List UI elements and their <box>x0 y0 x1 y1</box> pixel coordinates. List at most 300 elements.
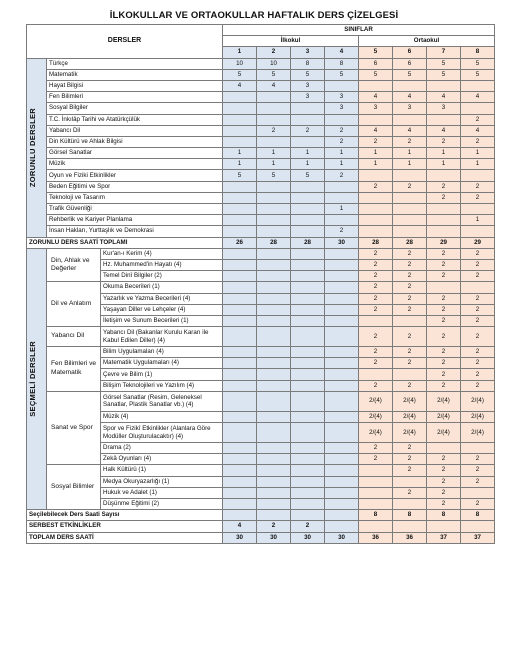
row-label: SERBEST ETKİNLİKLER <box>27 521 223 532</box>
value-cell <box>359 80 393 91</box>
value-cell: 5 <box>461 58 495 69</box>
value-cell: 2/(4) <box>461 423 495 443</box>
value-cell: 2 <box>393 136 427 147</box>
course-group-label: Fen Bilimleri ve Matematik <box>47 347 101 392</box>
value-cell <box>257 136 291 147</box>
header-siniflar: SINIFLAR <box>223 25 495 36</box>
table-row <box>27 391 495 411</box>
table-row <box>27 69 495 80</box>
value-cell <box>257 476 291 487</box>
zorunlu-section-label <box>27 58 47 237</box>
value-cell <box>223 304 257 315</box>
course-name: Türkçe <box>47 58 223 69</box>
value-cell: 1 <box>325 159 359 170</box>
value-cell: 2/(4) <box>393 423 427 443</box>
value-cell <box>359 170 393 181</box>
value-cell: 6 <box>393 58 427 69</box>
value-cell: 1 <box>461 148 495 159</box>
value-cell <box>325 391 359 411</box>
value-cell: 1 <box>359 148 393 159</box>
value-cell <box>257 423 291 443</box>
value-cell: 2 <box>359 248 393 259</box>
value-cell <box>257 391 291 411</box>
value-cell: 2 <box>325 226 359 237</box>
value-cell: 1 <box>257 159 291 170</box>
value-cell <box>291 204 325 215</box>
value-cell: 2 <box>393 487 427 498</box>
value-cell: 2 <box>393 293 427 304</box>
value-cell: 1 <box>427 159 461 170</box>
value-cell: 2 <box>427 136 461 147</box>
grade-header-cell: 4 <box>325 47 359 58</box>
table-row <box>27 248 495 259</box>
value-cell: 5 <box>291 69 325 80</box>
value-cell: 2 <box>257 521 291 532</box>
value-cell: 2 <box>393 304 427 315</box>
value-cell: 2/(4) <box>359 423 393 443</box>
value-cell: 1 <box>257 148 291 159</box>
value-cell: 1 <box>393 148 427 159</box>
value-cell <box>461 170 495 181</box>
course-name: Kur'an-ı Kerim (4) <box>101 248 223 259</box>
value-cell <box>223 411 257 422</box>
value-cell: 2 <box>461 454 495 465</box>
value-cell <box>257 380 291 391</box>
value-cell <box>427 215 461 226</box>
value-cell <box>427 204 461 215</box>
value-cell: 2 <box>393 454 427 465</box>
value-cell: 2 <box>461 369 495 380</box>
value-cell <box>291 411 325 422</box>
value-cell <box>257 465 291 476</box>
value-cell <box>393 114 427 125</box>
value-cell: 2 <box>427 181 461 192</box>
value-cell: 2 <box>359 181 393 192</box>
value-cell <box>325 248 359 259</box>
value-cell: 8 <box>461 510 495 521</box>
table-row <box>27 125 495 136</box>
value-cell <box>291 510 325 521</box>
value-cell <box>291 215 325 226</box>
value-cell: 2 <box>427 304 461 315</box>
value-cell: 3 <box>427 103 461 114</box>
value-cell: 5 <box>223 69 257 80</box>
course-name: İletişim ve Sunum Becerileri (1) <box>101 315 223 326</box>
value-cell <box>461 282 495 293</box>
value-cell: 2/(4) <box>359 411 393 422</box>
grade-header-cell: 7 <box>427 47 461 58</box>
value-cell <box>393 215 427 226</box>
value-cell <box>359 226 393 237</box>
value-cell <box>359 465 393 476</box>
value-cell: 2 <box>359 347 393 358</box>
value-cell <box>461 204 495 215</box>
value-cell <box>325 423 359 443</box>
value-cell: 10 <box>257 58 291 69</box>
value-cell <box>291 358 325 369</box>
value-cell <box>291 181 325 192</box>
value-cell: 30 <box>291 532 325 543</box>
schedule-table <box>26 24 495 544</box>
value-cell: 2 <box>359 327 393 347</box>
course-name: Hayat Bilgisi <box>47 80 223 91</box>
value-cell <box>257 192 291 203</box>
value-cell <box>223 259 257 270</box>
course-name: Matematik <box>47 69 223 80</box>
grade-header-cell: 6 <box>393 47 427 58</box>
value-cell <box>291 327 325 347</box>
value-cell: 2 <box>325 136 359 147</box>
value-cell: 2 <box>359 380 393 391</box>
value-cell <box>291 498 325 509</box>
value-cell <box>257 259 291 270</box>
value-cell: 28 <box>359 237 393 248</box>
value-cell <box>325 498 359 509</box>
value-cell <box>359 521 393 532</box>
course-name: Yaşayan Diller ve Lehçeler (4) <box>101 304 223 315</box>
value-cell: 6 <box>359 58 393 69</box>
value-cell <box>393 192 427 203</box>
course-name: İnsan Hakları, Yurttaşlık ve Demokrasi <box>47 226 223 237</box>
value-cell <box>427 170 461 181</box>
value-cell: 1 <box>325 148 359 159</box>
course-name: T.C. İnkılâp Tarihi ve Atatürkçülük <box>47 114 223 125</box>
grade-header-cell: 2 <box>257 47 291 58</box>
value-cell: 3 <box>291 92 325 103</box>
value-cell <box>223 282 257 293</box>
value-cell: 4 <box>359 125 393 136</box>
table-row <box>27 226 495 237</box>
grade-header-cell: 5 <box>359 47 393 58</box>
value-cell: 2 <box>461 271 495 282</box>
value-cell: 2 <box>461 358 495 369</box>
value-cell: 2 <box>427 487 461 498</box>
value-cell <box>325 411 359 422</box>
value-cell: 2 <box>325 170 359 181</box>
value-cell <box>427 226 461 237</box>
value-cell: 2 <box>393 259 427 270</box>
value-cell: 26 <box>223 237 257 248</box>
value-cell: 2 <box>359 259 393 270</box>
value-cell: 1 <box>223 148 257 159</box>
table-row <box>27 114 495 125</box>
table-row <box>27 192 495 203</box>
value-cell: 2/(4) <box>461 411 495 422</box>
value-cell: 5 <box>223 170 257 181</box>
value-cell: 2 <box>461 476 495 487</box>
course-name: Bilim Uygulamaları (4) <box>101 347 223 358</box>
value-cell <box>257 347 291 358</box>
value-cell: 1 <box>461 159 495 170</box>
value-cell <box>325 347 359 358</box>
value-cell <box>393 80 427 91</box>
value-cell <box>257 369 291 380</box>
course-name: Rehberlik ve Kariyer Planlama <box>47 215 223 226</box>
course-name: Çevre ve Bilim (1) <box>101 369 223 380</box>
value-cell: 2 <box>461 259 495 270</box>
value-cell <box>325 510 359 521</box>
value-cell: 2/(4) <box>393 391 427 411</box>
value-cell <box>223 498 257 509</box>
value-cell <box>223 391 257 411</box>
value-cell <box>325 181 359 192</box>
value-cell <box>291 226 325 237</box>
value-cell: 2 <box>325 125 359 136</box>
value-cell <box>223 487 257 498</box>
table-row <box>27 215 495 226</box>
secmeli-section-text: SEÇMELİ DERSLER <box>28 341 37 417</box>
value-cell: 1 <box>393 159 427 170</box>
value-cell: 36 <box>393 532 427 543</box>
value-cell: 2 <box>393 327 427 347</box>
value-cell <box>257 204 291 215</box>
course-name: Drama (2) <box>101 443 223 454</box>
value-cell: 4 <box>427 125 461 136</box>
value-cell: 2 <box>461 114 495 125</box>
value-cell: 2 <box>359 271 393 282</box>
value-cell <box>257 92 291 103</box>
value-cell: 2 <box>427 248 461 259</box>
value-cell <box>325 215 359 226</box>
value-cell: 1 <box>461 215 495 226</box>
value-cell: 5 <box>291 170 325 181</box>
value-cell <box>291 423 325 443</box>
value-cell <box>291 391 325 411</box>
value-cell <box>461 443 495 454</box>
course-name: Trafik Güvenliği <box>47 204 223 215</box>
value-cell <box>393 369 427 380</box>
value-cell: 2 <box>461 465 495 476</box>
value-cell <box>257 114 291 125</box>
value-cell: 2 <box>427 315 461 326</box>
course-name: Düşünme Eğitimi (2) <box>101 498 223 509</box>
table-row <box>27 327 495 347</box>
grade-header-cell: 1 <box>223 47 257 58</box>
value-cell <box>325 80 359 91</box>
value-cell <box>291 114 325 125</box>
value-cell <box>291 248 325 259</box>
value-cell: 4 <box>223 521 257 532</box>
value-cell <box>223 380 257 391</box>
value-cell: 8 <box>427 510 461 521</box>
value-cell <box>223 114 257 125</box>
value-cell: 2 <box>393 465 427 476</box>
value-cell <box>461 80 495 91</box>
value-cell <box>359 369 393 380</box>
value-cell <box>223 293 257 304</box>
value-cell: 29 <box>427 237 461 248</box>
value-cell <box>223 347 257 358</box>
value-cell: 2 <box>257 125 291 136</box>
value-cell: 8 <box>291 58 325 69</box>
course-name: Yabancı Dil (Bakanlar Kurulu Kararı ile Kabul Edilen Diller) (4) <box>101 327 223 347</box>
value-cell <box>325 521 359 532</box>
value-cell <box>223 510 257 521</box>
course-name: Fen Bilimleri <box>47 92 223 103</box>
value-cell <box>393 476 427 487</box>
value-cell: 2 <box>461 136 495 147</box>
course-group-label: Sosyal Bilimler <box>47 465 101 510</box>
value-cell <box>223 215 257 226</box>
value-cell <box>325 315 359 326</box>
value-cell: 4 <box>427 92 461 103</box>
value-cell <box>291 136 325 147</box>
value-cell <box>257 443 291 454</box>
value-cell <box>325 259 359 270</box>
value-cell: 2/(4) <box>427 391 461 411</box>
value-cell <box>325 304 359 315</box>
value-cell <box>223 358 257 369</box>
value-cell: 2 <box>427 259 461 270</box>
course-name: Zekâ Oyunları (4) <box>101 454 223 465</box>
course-name: Beden Eğitimi ve Spor <box>47 181 223 192</box>
value-cell: 2 <box>427 293 461 304</box>
value-cell: 2 <box>359 358 393 369</box>
course-name: Halk Kültürü (1) <box>101 465 223 476</box>
course-name: Müzik (4) <box>101 411 223 422</box>
value-cell: 2 <box>359 304 393 315</box>
value-cell <box>223 443 257 454</box>
value-cell: 2/(4) <box>427 423 461 443</box>
value-cell: 2 <box>359 443 393 454</box>
value-cell <box>257 282 291 293</box>
value-cell: 2 <box>359 454 393 465</box>
value-cell: 5 <box>325 69 359 80</box>
table-row <box>27 347 495 358</box>
value-cell: 30 <box>325 532 359 543</box>
value-cell <box>325 293 359 304</box>
value-cell <box>291 476 325 487</box>
value-cell <box>427 521 461 532</box>
value-cell: 4 <box>393 125 427 136</box>
value-cell: 8 <box>359 510 393 521</box>
value-cell: 2 <box>291 521 325 532</box>
value-cell <box>257 293 291 304</box>
value-cell <box>325 443 359 454</box>
value-cell: 2 <box>461 181 495 192</box>
value-cell <box>223 315 257 326</box>
value-cell: 2 <box>461 192 495 203</box>
value-cell <box>257 498 291 509</box>
value-cell <box>257 248 291 259</box>
value-cell: 2 <box>427 192 461 203</box>
value-cell <box>257 510 291 521</box>
value-cell: 4 <box>461 92 495 103</box>
value-cell <box>393 226 427 237</box>
value-cell: 4 <box>257 80 291 91</box>
value-cell: 2 <box>461 498 495 509</box>
value-cell <box>257 315 291 326</box>
table-row <box>27 181 495 192</box>
value-cell: 2 <box>427 369 461 380</box>
value-cell <box>291 282 325 293</box>
zorunlu-section-text: ZORUNLU DERSLER <box>28 108 37 188</box>
course-group-label: Dil ve Anlatım <box>47 282 101 327</box>
value-cell <box>257 304 291 315</box>
value-cell <box>291 369 325 380</box>
value-cell <box>257 226 291 237</box>
course-name: Müzik <box>47 159 223 170</box>
total-label: ZORUNLU DERS SAATİ TOPLAMI <box>27 237 223 248</box>
value-cell <box>461 226 495 237</box>
value-cell: 2 <box>461 380 495 391</box>
value-cell <box>223 204 257 215</box>
value-cell <box>223 271 257 282</box>
value-cell: 2 <box>427 358 461 369</box>
value-cell <box>223 454 257 465</box>
value-cell <box>325 380 359 391</box>
value-cell: 2 <box>461 315 495 326</box>
value-cell <box>291 347 325 358</box>
value-cell <box>359 476 393 487</box>
value-cell: 2 <box>359 293 393 304</box>
row-label: TOPLAM DERS SAATİ <box>27 532 223 543</box>
course-name: Görsel Sanatlar (Resim, Geleneksel Sanatlar, Plastik Sanatlar vb.) (4) <box>101 391 223 411</box>
value-cell: 2/(4) <box>461 391 495 411</box>
value-cell: 2 <box>393 248 427 259</box>
value-cell <box>223 465 257 476</box>
value-cell <box>223 125 257 136</box>
value-cell: 5 <box>359 69 393 80</box>
value-cell <box>257 487 291 498</box>
value-cell <box>393 170 427 181</box>
course-name: Yabancı Dil <box>47 125 223 136</box>
grand-total-row <box>27 532 495 543</box>
value-cell: 1 <box>359 159 393 170</box>
value-cell <box>223 103 257 114</box>
value-cell: 28 <box>291 237 325 248</box>
value-cell <box>291 380 325 391</box>
value-cell <box>325 271 359 282</box>
value-cell: 2/(4) <box>427 411 461 422</box>
value-cell <box>291 259 325 270</box>
value-cell <box>257 215 291 226</box>
value-cell: 28 <box>393 237 427 248</box>
table-row <box>27 170 495 181</box>
value-cell: 2 <box>427 476 461 487</box>
value-cell: 5 <box>393 69 427 80</box>
value-cell <box>393 498 427 509</box>
value-cell <box>359 192 393 203</box>
course-name: Din Kültürü ve Ahlak Bilgisi <box>47 136 223 147</box>
value-cell: 30 <box>325 237 359 248</box>
value-cell: 5 <box>427 69 461 80</box>
value-cell <box>291 465 325 476</box>
value-cell: 2 <box>393 282 427 293</box>
value-cell: 2 <box>359 282 393 293</box>
value-cell: 2/(4) <box>393 411 427 422</box>
row-label: Seçilebilecek Ders Saati Sayısı <box>27 510 223 521</box>
course-name: Hz. Muhammed'in Hayatı (4) <box>101 259 223 270</box>
value-cell: 2 <box>461 293 495 304</box>
course-name: Temel Dinî Bilgiler (2) <box>101 271 223 282</box>
value-cell <box>257 411 291 422</box>
value-cell: 5 <box>461 69 495 80</box>
value-cell <box>257 454 291 465</box>
value-cell: 8 <box>325 58 359 69</box>
course-name: Yazarlık ve Yazma Becerileri (4) <box>101 293 223 304</box>
table-row <box>27 92 495 103</box>
value-cell: 2 <box>461 327 495 347</box>
value-cell: 2 <box>427 498 461 509</box>
value-cell <box>359 487 393 498</box>
grade-header-cell: 8 <box>461 47 495 58</box>
value-cell <box>461 487 495 498</box>
value-cell <box>291 271 325 282</box>
header-dersler: DERSLER <box>27 25 223 59</box>
value-cell: 4 <box>393 92 427 103</box>
value-cell <box>427 114 461 125</box>
